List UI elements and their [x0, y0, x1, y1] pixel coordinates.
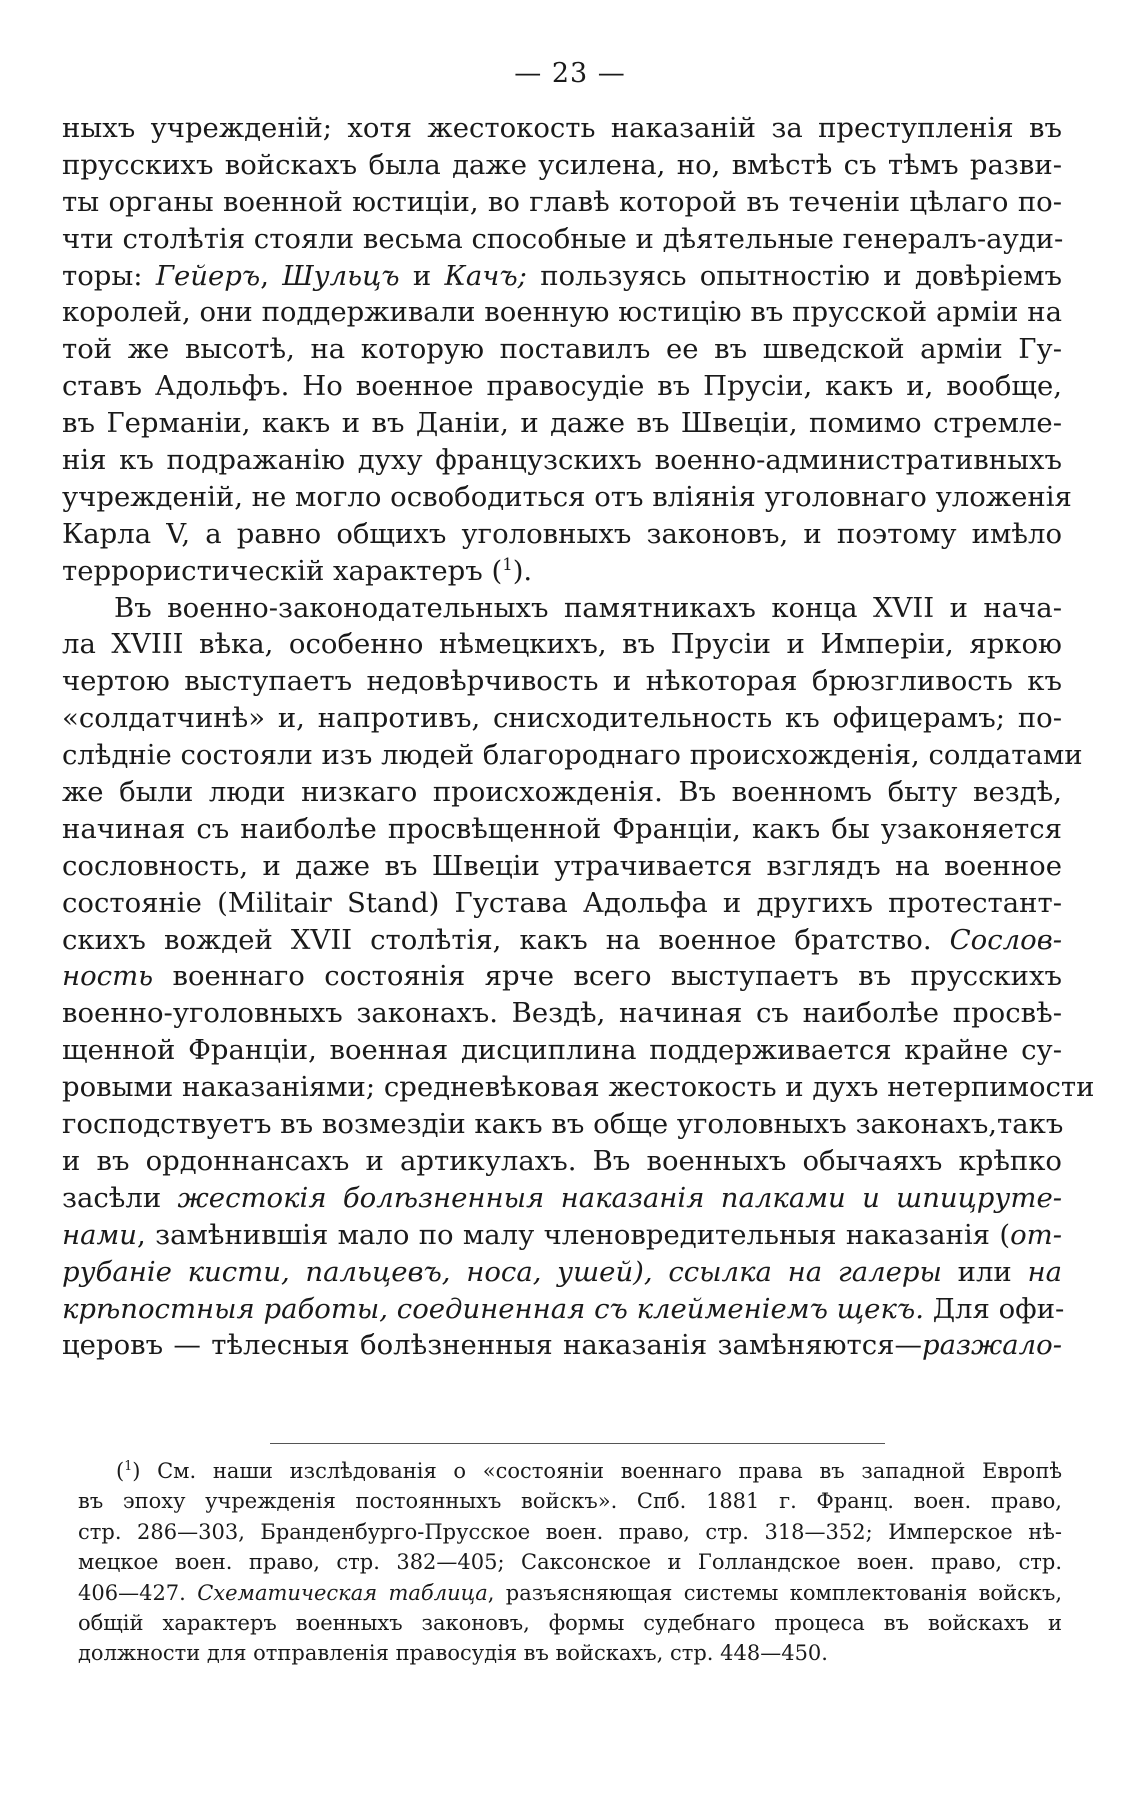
text-line: засѣли жестокія болѣзненныя наказанія палками и шпицрутe- — [62, 1181, 1063, 1214]
italic-phrase: Сослов- — [949, 923, 1062, 956]
footnote-line: стр. 286—303, Бранденбурго-Прусское воен. право, стр. 318—352; Имперское нѣ- — [78, 1519, 1062, 1544]
italic-phrase: ность — [62, 960, 154, 993]
text-line: въ Германіи, какъ и въ Даніи, и даже въ Швеціи, помимо стремле- — [62, 407, 1062, 440]
footnote-marker: 1 — [124, 1458, 133, 1473]
italic-phrase: жестокія болѣзненныя наказанія палками и шпицрутe- — [177, 1181, 1063, 1214]
footnote — [78, 1456, 1062, 1669]
footnote-line: ($^1$) См. наши изслѣдованія о «состояніи военнаго права въ западной Европѣ — [116, 1458, 1062, 1483]
text-line: слѣдніе состояли изъ людей благороднаго происхожденія, солдатами — [62, 739, 1083, 772]
footnote-divider — [270, 1443, 885, 1444]
italic-name: Качъ; — [444, 259, 527, 292]
text-line: скихъ вождей XVII столѣтія, какъ на военное братство. Сослов- — [62, 923, 1062, 956]
text-line: ныхъ учрежденій; хотя жестокость наказаній за преступленія въ — [62, 112, 1062, 144]
italic-phrase: Схематическая таблица — [197, 1580, 488, 1605]
text-line: нія къ подражанію духу французскихъ военно-административныхъ — [62, 444, 1062, 477]
italic-phrase: нами — [62, 1218, 138, 1251]
italic-phrase: разжало- — [921, 1329, 1062, 1362]
text-line: же были люди низкаго происхожденія. Въ военномъ быту вездѣ, — [62, 776, 1062, 809]
text-line: сословность, и даже въ Швеціи утрачивается взглядъ на военное — [62, 849, 1062, 882]
text-line: и въ ордоннансахъ и артикулахъ. Въ военныхъ обычаяхъ крѣпко — [62, 1144, 1062, 1177]
text-line: королей, они поддерживали военную юстицію въ прусской арміи на — [62, 296, 1062, 329]
text-line: «солдатчинѣ» и, напротивъ, снисходительность къ офицерамъ; по- — [62, 702, 1062, 735]
text-line: состояніе (Militair Stand) Густава Адольфа и другихъ протестант- — [62, 886, 1062, 919]
italic-name: Гейеръ — [155, 259, 261, 292]
footnote-line: общій характеръ военныхъ законовъ, формы судебнаго процеса въ войскахъ и — [78, 1610, 1062, 1635]
text-line: церовъ — тѣлесныя болѣзненныя наказанія замѣняются—разжало- — [62, 1329, 1062, 1362]
text-line: рубаніе кисти, пальцевъ, носа, ушей), ссылка на галеры или на — [62, 1255, 1062, 1288]
text-line: ставъ Адольфъ. Но военное правосудіе въ Прусіи, какъ и, вообще, — [62, 370, 1062, 403]
footnote-line: мецкое воен. право, стр. 382—405; Саксонское и Голландское воен. право, стр. — [78, 1550, 1062, 1575]
text-line: начиная съ наиболѣе просвѣщенной Франціи, какъ бы узаконяется — [62, 812, 1062, 845]
footnote-line: должности для отправленія правосудія въ войскахъ, стр. 448—450. — [78, 1641, 828, 1666]
text-line: крѣпостныя работы, соединенная съ клейменіемъ щекъ. Для офи- — [62, 1292, 1065, 1325]
text-line: прусскихъ войскахъ была даже усилена, но, вмѣстѣ съ тѣмъ разви- — [62, 148, 1062, 181]
text-line: торы: Гейеръ, Шульцъ и Качъ; пользуясь опытностію и довѣріемъ — [62, 259, 1063, 292]
text-line: Карла V, а равно общихъ уголовныхъ законовъ, и поэтому имѣло — [62, 517, 1062, 550]
footnote-line: въ эпоху учрежденія постоянныхъ войскъ». Спб. 1881 г. Франц. воен. право, — [78, 1489, 1062, 1514]
text-line: щенной Франціи, военная дисциплина поддерживается крайне су- — [62, 1034, 1062, 1067]
text-line: ты органы военной юстиціи, во главѣ которой въ теченіи цѣлаго по- — [62, 185, 1062, 218]
text-line: террористическій характеръ ($^1$). — [62, 554, 533, 587]
italic-phrase: на — [1027, 1255, 1062, 1288]
italic-name: Шульцъ — [282, 259, 400, 292]
text-line: чти столѣтія стояли весьма способные и дѣятельные генералъ-ауди- — [62, 222, 1064, 255]
text-line: чертою выступаетъ недовѣрчивость и нѣкоторая брюзгливость къ — [62, 665, 1062, 698]
italic-phrase: от- — [1010, 1218, 1062, 1251]
text-line: нами, замѣнившія мало по малу членовредительныя наказанія (от- — [62, 1218, 1062, 1251]
main-text — [62, 110, 1095, 1364]
text-line: ность военнаго состоянія ярче всего выступаетъ въ прусскихъ — [62, 960, 1062, 993]
italic-phrase: крѣпостныя работы, соединенная съ клейменіемъ щекъ. — [62, 1292, 924, 1325]
text-line: той же высотѣ, на которую поставилъ ее въ шведской арміи Гу- — [62, 333, 1062, 366]
text-line: учрежденій, не могло освободиться отъ вліянія уголовнаго уложенія — [62, 480, 1072, 513]
text-line: ла XVIII вѣка, особенно нѣмецкихъ, въ Прусіи и Имперіи, яркою — [62, 628, 1062, 661]
footnote-ref: 1 — [502, 554, 513, 574]
text-line: господствуетъ въ возмездіи какъ въ обще уголовныхъ законахъ,такъ — [62, 1108, 1064, 1141]
footnote-line: 406—427. Схематическая таблица, разъясняющая системы комплектованія войскъ, — [78, 1580, 1062, 1605]
page-number: — 23 — — [514, 58, 626, 89]
text-line: ровыми наказаніями; средневѣковая жестокость и духъ нетерпимости — [62, 1071, 1095, 1104]
paragraph-start-line: Въ военно-законодательныхъ памятникахъ конца XVII и нача- — [114, 591, 1062, 624]
italic-phrase: рубаніе кисти, пальцевъ, носа, ушей), ссылка на галеры — [62, 1255, 942, 1288]
text-line: военно-уголовныхъ законахъ. Вездѣ, начиная съ наиболѣе просвѣ- — [62, 997, 1062, 1030]
